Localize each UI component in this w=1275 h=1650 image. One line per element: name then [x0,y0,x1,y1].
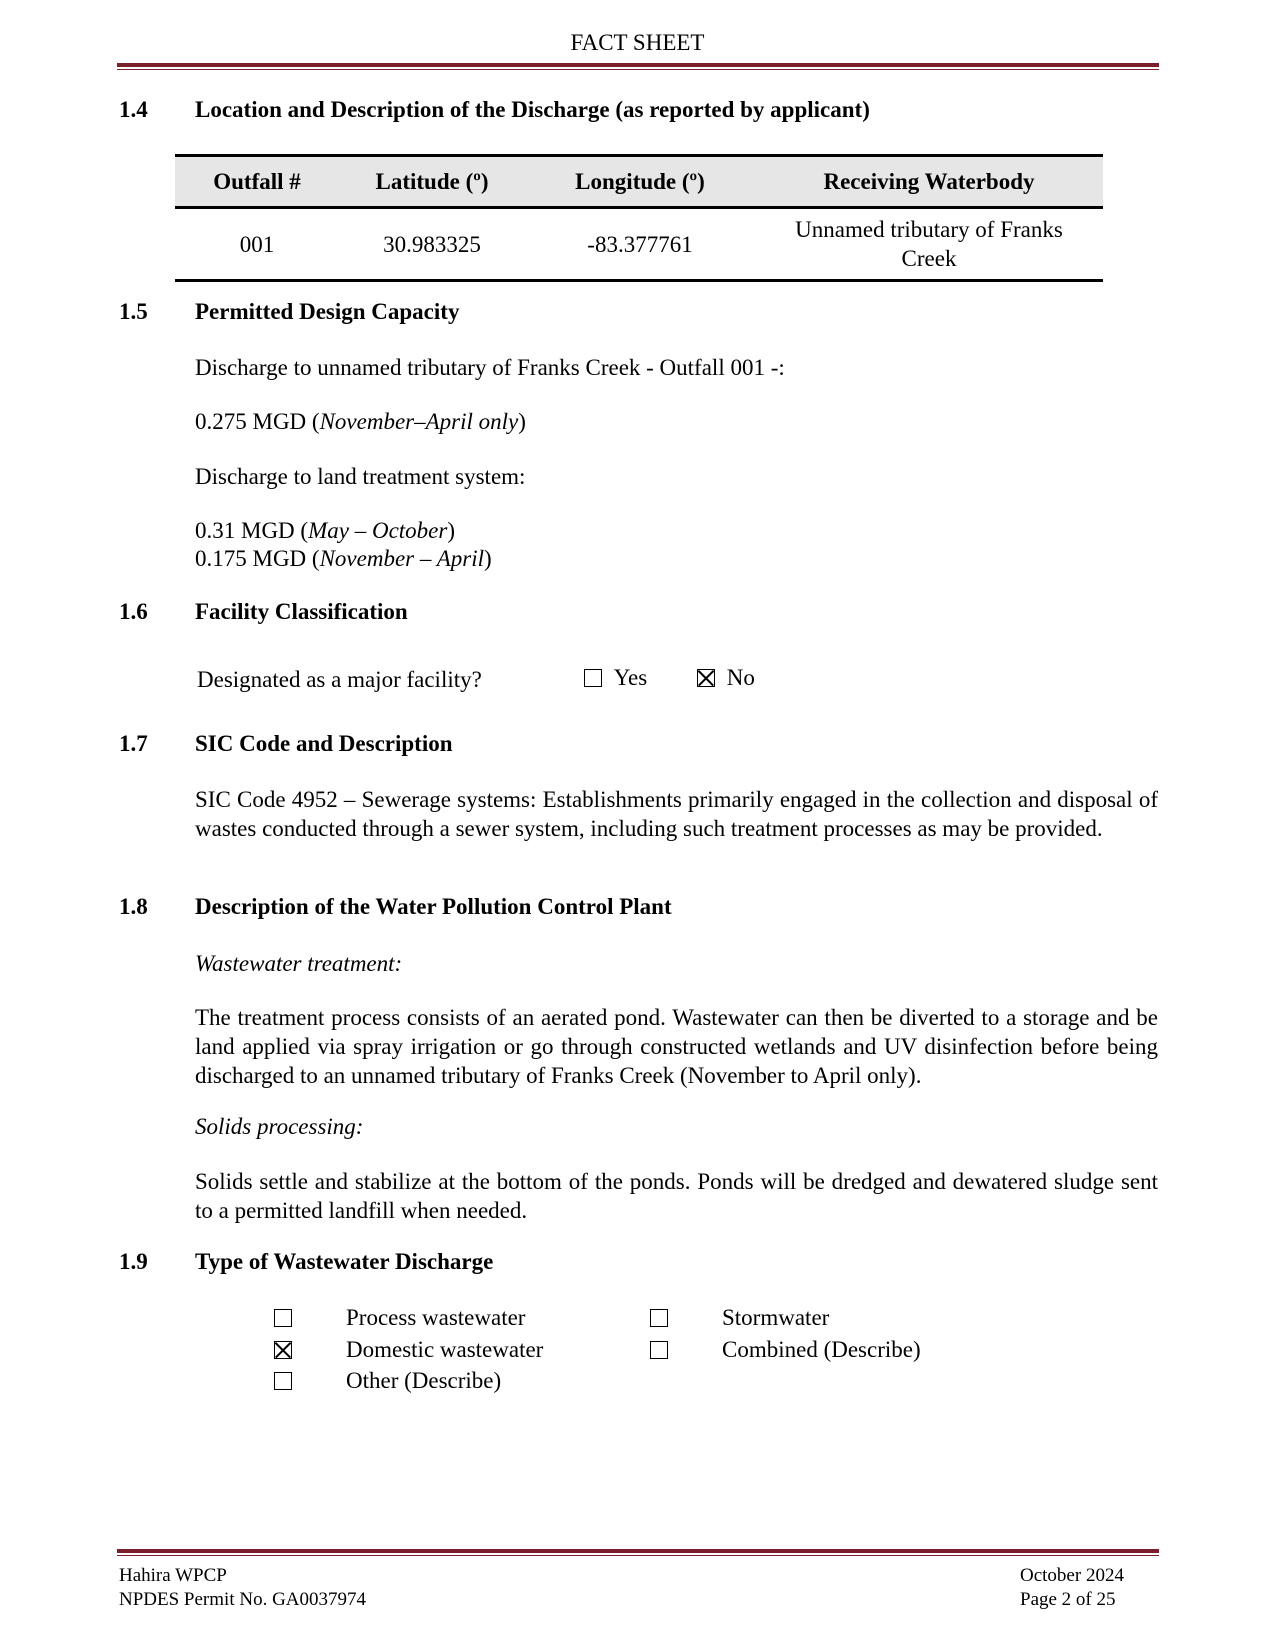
column-header-latitude: Latitude (º) [339,156,525,208]
checkbox[interactable] [274,1341,292,1359]
major-facility-question: Designated as a major facility? [197,667,482,692]
cell-outfall: 001 [175,208,339,281]
receiving-waterbody-text: Unnamed tributary of Franks Creek [795,217,1063,271]
footer-left [119,1564,366,1612]
major-facility-no-option[interactable] [697,665,755,691]
checkbox-combined[interactable] [650,1337,668,1363]
checkbox-process-wastewater[interactable] [274,1305,292,1331]
footer-permit: NPDES Permit No. GA0037974 [119,1589,367,1610]
capacity-period: May – October [308,518,448,543]
footer-date: October 2024 [1020,1565,1124,1586]
capacity-value: 0.275 MGD [195,409,307,434]
footer-page-number: Page 2 of 25 [1020,1589,1116,1610]
option-label: Other (Describe) [346,1368,502,1393]
cell-latitude: 30.983325 [339,208,525,281]
table-row [175,208,1103,281]
section-number: 1.5 [119,299,148,324]
capacity-line: 0.275 MGD (November–April only) [195,409,526,434]
option-label: Combined (Describe) [722,1337,921,1362]
footer-rule-thin [117,1555,1159,1556]
column-header-outfall: Outfall # [175,156,339,208]
cell-longitude: -83.377761 [525,208,755,281]
section-number: 1.9 [119,1249,148,1274]
column-header-longitude: Longitude (º) [525,156,755,208]
checkbox-domestic-wastewater[interactable] [274,1337,292,1363]
no-label: No [726,665,755,690]
checkbox-no[interactable] [697,669,715,687]
page-header-title: FACT SHEET [570,30,705,55]
section-number: 1.4 [119,97,148,122]
section-title: Facility Classification [195,599,408,624]
paragraph: Discharge to unnamed tributary of Franks Creek - Outfall 001 -: [195,355,785,380]
capacity-period: November – April [319,546,484,571]
column-header-receiving-waterbody: Receiving Waterbody [755,156,1103,208]
checkbox[interactable] [650,1309,668,1327]
paragraph: Discharge to land treatment system: [195,464,526,489]
cell-receiving-waterbody [755,208,1103,281]
solids-processing-text: Solids settle and stabilize at the bottom of the ponds. Ponds will be dredged and dewatered sludge sent to a permitted landfill when needed. [195,1169,1158,1223]
major-facility-yes-option[interactable] [584,665,647,691]
section-number: 1.8 [119,894,148,919]
subheading-solids-processing: Solids processing: [195,1114,364,1139]
wastewater-treatment-text: The treatment process consists of an aerated pond. Wastewater can then be diverted to a storage and be land applied via spray irrigation or go through constructed wetlands and UV disinfection before being discharged to an unnamed tributary of Franks Creek (November to April only). [195,1005,1158,1088]
capacity-line: 0.175 MGD (November – April) [195,546,492,571]
capacity-period: November–April only [319,409,519,434]
section-title: Location and Description of the Discharge (as reported by applicant) [195,97,870,122]
sic-description: SIC Code 4952 – Sewerage systems: Establishments primarily engaged in the collection and disposal of wastes conducted through a sewer system, including such treatment processes as may be provided. [195,787,1158,841]
checkbox-other[interactable] [274,1368,292,1394]
outfall-table [175,154,1103,282]
capacity-value: 0.31 MGD [195,518,295,543]
option-label: Domestic wastewater [346,1337,544,1362]
option-label: Stormwater [722,1305,830,1330]
section-title: Permitted Design Capacity [195,299,460,324]
checkbox-stormwater[interactable] [650,1305,668,1331]
section-title: SIC Code and Description [195,731,453,756]
section-number: 1.6 [119,599,148,624]
capacity-value: 0.175 MGD [195,546,307,571]
subheading-wastewater-treatment: Wastewater treatment: [195,951,403,976]
footer-right [1020,1564,1124,1612]
capacity-line: 0.31 MGD (May – October) [195,518,456,543]
checkbox[interactable] [274,1309,292,1327]
checkbox[interactable] [650,1341,668,1359]
section-title: Description of the Water Pollution Control Plant [195,894,672,919]
footer-rule [117,1549,1159,1553]
yes-label: Yes [613,665,648,690]
option-label: Process wastewater [346,1305,526,1330]
header-rule [117,63,1159,67]
section-number: 1.7 [119,731,148,756]
section-title: Type of Wastewater Discharge [195,1249,494,1274]
checkbox[interactable] [274,1372,292,1390]
footer-facility: Hahira WPCP [119,1565,227,1586]
checkbox-yes[interactable] [584,669,602,687]
header-rule-thin [117,69,1159,70]
